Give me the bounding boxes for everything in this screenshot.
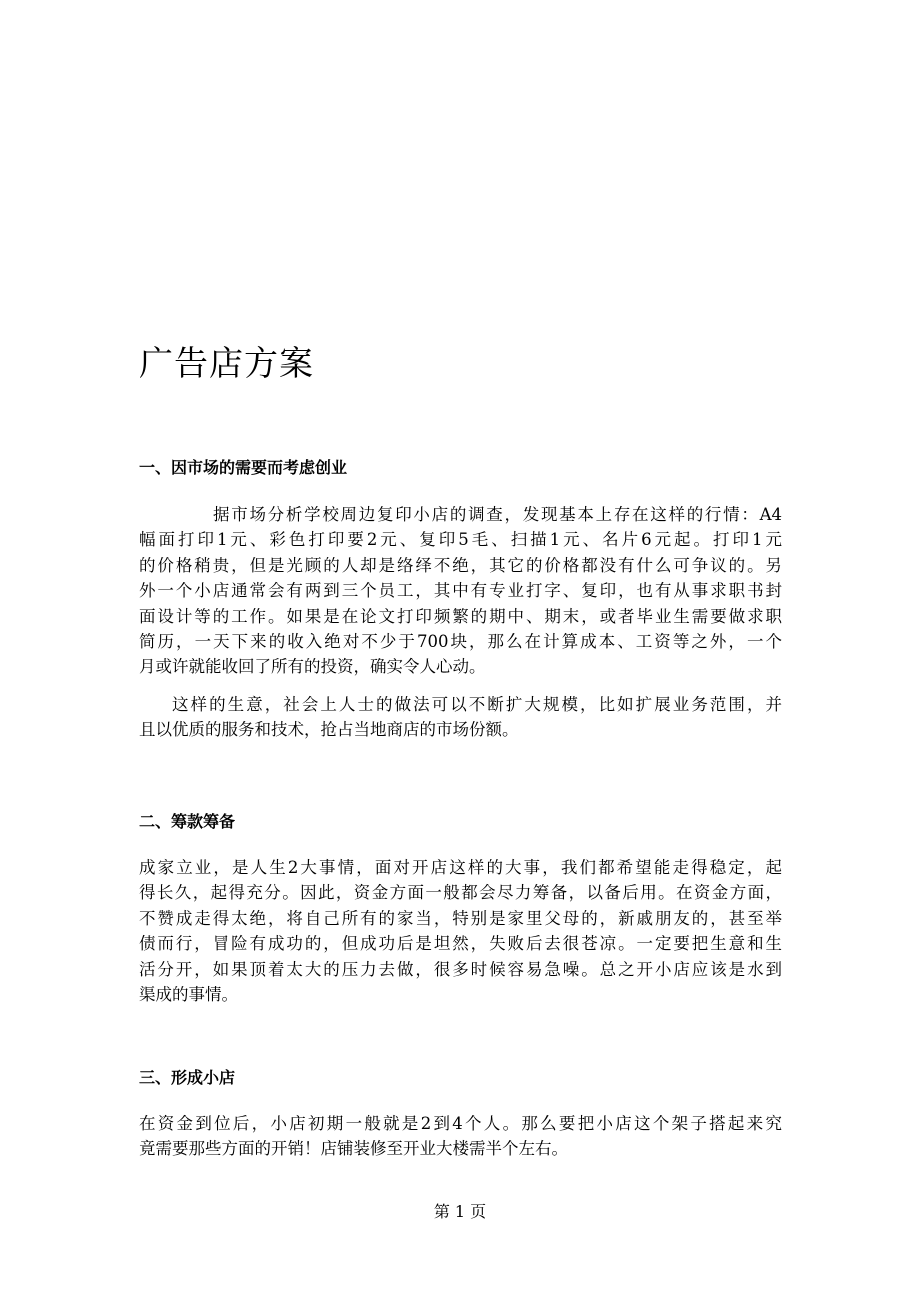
paragraph-line: 成家立业，是人生2大事情，面对开店这样的大事，我们都希望能走得稳定，起 [139, 858, 782, 877]
paragraph-line: 的价格稍贵，但是光顾的人却是络绎不绝，其它的价格都没有什么可争议的。另 [139, 555, 782, 575]
paragraph-line: 不赞成走得太绝，将自己所有的家当，特别是家里父母的，新戚朋友的，甚至举 [139, 908, 782, 928]
section-1-paragraph-1 [139, 502, 782, 680]
paragraph-line: 且以优质的服务和技术，抢占当地商店的市场份额。 [139, 720, 519, 740]
paragraph-line: 竟需要那些方面的开销！店铺装修至开业大楼需半个左右。 [139, 1139, 568, 1159]
paragraph-line: 活分开，如果顶着太大的压力去做，很多时候容易急噪。总之开小店应该是水到 [139, 959, 782, 979]
section-heading-3: 三、形成小店 [139, 1068, 236, 1087]
section-1-paragraph-2 [139, 692, 782, 743]
section-heading-1: 一、因市场的需要而考虑创业 [139, 458, 348, 477]
paragraph-line: 渠成的事情。 [139, 985, 238, 1005]
paragraph-line: 外一个小店通常会有两到三个员工，其中有专业打字、复印，也有从事求职书封 [139, 581, 782, 601]
paragraph-line: 幅面打印1元、彩色打印要2元、复印5毛、扫描1元、名片6元起。打印1元 [139, 530, 782, 550]
paragraph-line: 这样的生意，社会上人士的做法可以不断扩大规模，比如扩展业务范围，并 [172, 695, 782, 714]
paragraph-line: 面设计等的工作。如果是在论文打印频繁的期中、期末，或者毕业生需要做求职 [139, 606, 782, 626]
section-heading-2: 二、筹款筹备 [139, 812, 236, 831]
page-number: 第 1 页 [433, 1202, 487, 1221]
section-3-paragraph-1 [139, 1111, 782, 1162]
section-2-paragraph-1 [139, 855, 782, 1007]
paragraph-line: 月或许就能收回了所有的投资，确实令人心动。 [139, 657, 486, 677]
paragraph-line: 债而行，冒险有成功的，但成功后是坦然，失败后去很苍凉。一定要把生意和生 [139, 934, 782, 954]
paragraph-line: 在资金到位后，小店初期一般就是2到4个人。那么要把小店这个架子搭起来究 [139, 1114, 782, 1133]
paragraph-line: 得长久，起得充分。因此，资金方面一般都会尽力筹备，以备后用。在资金方面， [139, 883, 782, 903]
paragraph-line: 据市场分析学校周边复印小店的调查，发现基本上存在这样的行情：A4 [213, 505, 782, 524]
page-title: 广告店方案 [139, 344, 314, 384]
paragraph-line: 简历，一天下来的收入绝对不少于700块，那么在计算成本、工资等之外，一个 [139, 632, 782, 652]
